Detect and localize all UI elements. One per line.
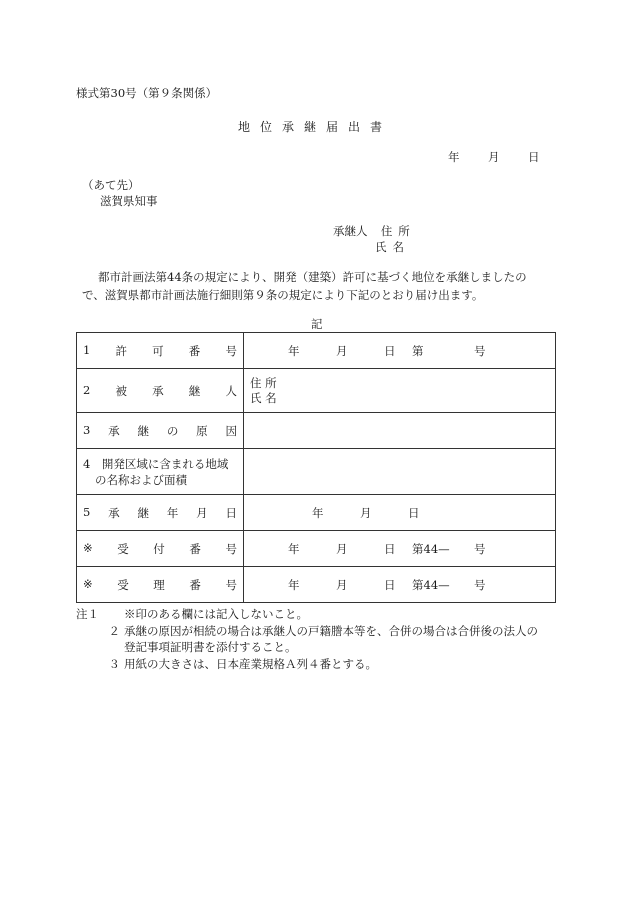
table-row	[77, 413, 556, 449]
body-line-2: で、滋賀県都市計画法施行細則第９条の規定により下記のとおり届け出ます。	[82, 288, 484, 302]
value-area-name[interactable]	[244, 449, 556, 495]
value-permit-number[interactable]: 年 月 日 第 号	[244, 333, 556, 369]
value-succession-date[interactable]: 年 月 日	[244, 495, 556, 531]
applicant-label: 承継人	[333, 224, 368, 238]
ki-heading: 記	[311, 317, 323, 331]
table-row	[77, 495, 556, 531]
note-item: ２ 承継の原因が相続の場合は承継人の戸籍謄本等を、合併の場合は合併後の法人の 登記事項証明書を添付すること。	[108, 623, 538, 654]
succession-form-table	[76, 332, 556, 603]
label-succession-date: 5 承 継 年 月 日	[77, 495, 244, 531]
date-day-label: 日	[528, 150, 540, 164]
document-title: 地位承継届出書	[238, 120, 393, 134]
label-acceptance-number: ※ 受 理 番 号	[77, 567, 244, 603]
value-receipt-number: 年 月 日 第44— 号	[244, 531, 556, 567]
body-paragraph	[82, 268, 562, 304]
applicant-address-label: 住所	[380, 224, 416, 238]
table-row	[77, 449, 556, 495]
addressee-prefix: （あて先）	[82, 178, 140, 192]
note-item: 注１ ※印のある欄には記入しないこと。	[76, 607, 308, 621]
label-area-name: 4 開発区域に含まれる地域 の名称および面積	[77, 449, 244, 495]
submission-date	[448, 152, 540, 164]
table-row	[77, 531, 556, 567]
date-year-label: 年	[448, 150, 460, 164]
body-line-1: 都市計画法第44条の規定により、開発（建築）許可に基づく地位を承継しましたの	[98, 270, 527, 284]
applicant-name-line	[375, 242, 410, 254]
label-succession-cause: 3 承 継 の 原 因	[77, 413, 244, 449]
table-row	[77, 333, 556, 369]
label-predecessor: 2 被 承 継 人	[77, 369, 244, 413]
predecessor-name-label: 氏 名	[250, 390, 277, 405]
note-item: ３ 用紙の大きさは、日本産業規格Ａ列４番とする。	[108, 656, 377, 671]
predecessor-address-label: 住 所	[250, 375, 277, 390]
table-row	[77, 369, 556, 413]
applicant-address-line	[333, 226, 416, 238]
label-permit-number: 1 許 可 番 号	[77, 333, 244, 369]
value-predecessor[interactable]	[244, 369, 556, 413]
value-succession-cause[interactable]	[244, 413, 556, 449]
date-month-label: 月	[488, 150, 500, 164]
value-acceptance-number: 年 月 日 第44— 号	[244, 567, 556, 603]
notes-section	[76, 606, 566, 672]
table-row	[77, 567, 556, 603]
applicant-name-label: 氏名	[375, 240, 410, 254]
form-number: 様式第30号（第９条関係）	[76, 86, 218, 100]
addressee-name: 滋賀県知事	[100, 194, 158, 208]
label-receipt-number: ※ 受 付 番 号	[77, 531, 244, 567]
